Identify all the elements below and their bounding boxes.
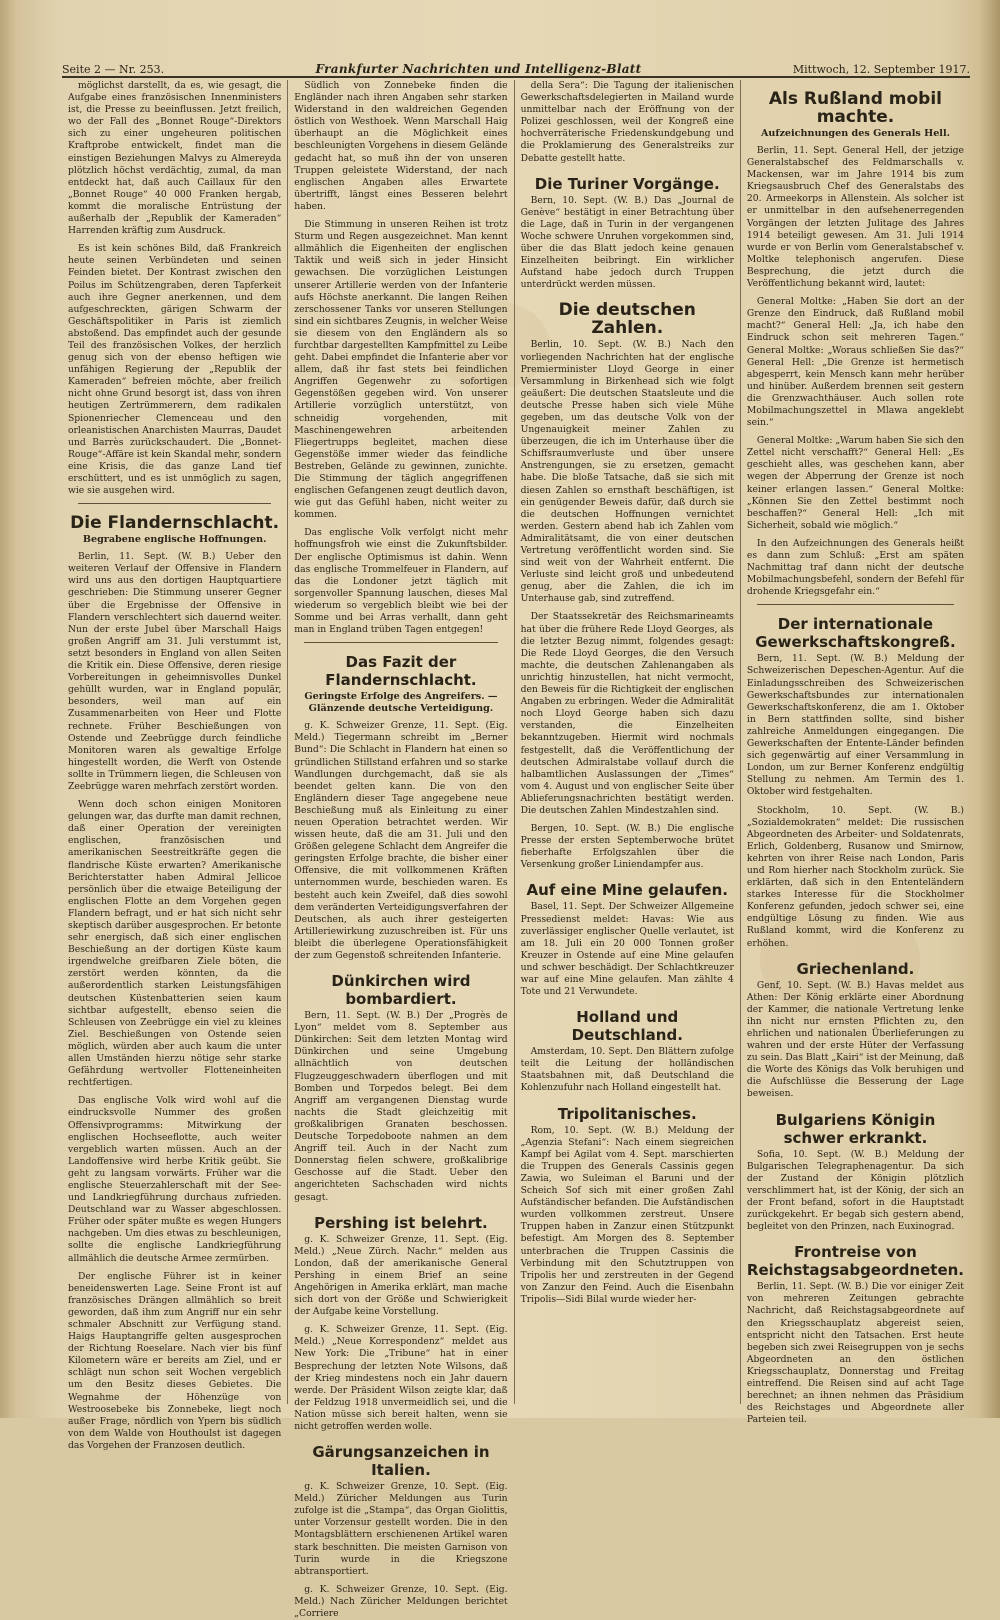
article-text: g. K. Schweizer Grenze, 11. Sept. (Eig. Meld.) Tiegermann schreibt im „Berner Bund“: Die Schlacht in Flandern hat einen so gründlichen Stillstand erfahren und so starke Wandlungen durchgemacht, daß sie als beendet gelten kann. Die von den Engländern dieser Tage angegebene neue Beschießung muß als Einleitung zu einer neuen Operation betrachtet werden. Wir wissen heute, daß die am 31. Juli und den Größen gelegene Schlacht dem Angreifer die geringsten Erfolge brachte, die bisher einer Offensive, die mit vollkommenen Kräften unternommen wurde, beschieden waren. Es besteht auch kein Zweifel, daß dies sowohl dem veränderten Verteidigungsverfahren der Deutschen, als auch ihrer gesteigerten Artilleriewirkung zuzuschreiben ist. Für uns bleibt die überlegene Operationsfähigkeit der zum Gegenstoß schreitenden Infanterie. (294, 720, 508, 961)
headline: Tripolitanisches. (557, 1104, 697, 1123)
article-text: Die Stimmung in unseren Reihen ist trotz Sturm und Regen ausgezeichnet. Man kennt allmählich die Eigenheiten der englischen Taktik und weiß sich in jeder Hinsicht gewachsen. Die vorzüglichen Leistungen unserer Artillerie werden von der Infanterie aufs Höchste anerkannt. Die langen Reihen zerschossener Tanks vor unseren Stellungen sind ein sichtbares Zeugnis, in welcher Weise sie diesem von den Engländern als so furchtbar dargestellten Kampfmittel zu Leibe geht. Dabei empfindet die Infanterie aber vor allem, daß ihr fast stets bei feindlichen Angriffen Gegenwehr zu sofortigen Gegenstößen gegeben wird. Von unserer Artillerie vorzüglich unterstützt, von schneidig vorgehenden, mit Maschinengewehren arbeitenden Fliegertrupps begleitet, machen diese Gegenstöße immer wieder das feindliche Bestreben, Gelände zu gewinnen, zunichte. Die Stimmung der täglich angegriffenen englischen Gefangenen zeugt deutlich davon, wie gut das Gefühl haben, nicht weiter zu kommen. (294, 219, 508, 521)
article-text: Sofia, 10. Sept. (W. B.) Meldung der Bulgarischen Telegraphenagentur. Da sich der Zustand der Königin plötzlich verschlimmert hat, ist der König, der sich an der Front befand, sofort in die Hauptstadt zurückgekehrt. Er begab sich gestern abend, begleitet von den Prinzen, nach Euxinograd. (746, 1148, 964, 1233)
article-text: Wenn doch schon einigen Monitoren gelungen war, das durfte man damit rechnen, daß einer Operation der vereinigten englischen, französischen und amerikanischen Seestreitkräfte gegen die flandrische Küste erwarten? Amerikanische Berichterstatter haben Admiral Jellicoe persönlich über die etwaige Beteiligung der englischen Flotte an dem Vorgehen gegen Flandern befragt, und er hat sich nicht sehr skeptisch darüber ausgesprochen. Er betonte sehr energisch, daß sich einer englischen Beschießung an der dortigen Küste kaum irgendwelche greifbaren Ziele böten, die zerstört werden könnten, da die außerordentlich starken Leistungsfähigen deutschen Küstenbatterien seien kaum sichtbar aufgestellt, ebenso seien die Schleusen von Zeebrügge ein viel zu kleines Ziel. Beschießungen von Ostende seien möglich, würden aber auch kaum die unter allen Umständen hierzu nötige sehr starke Gefährdung wertvoller Flotteneinheiten rechtfertigen. (68, 799, 282, 1089)
article-text: General Moltke: „Haben Sie dort an der Grenze den Eindruck, daß Rußland mobil macht?“ General Hell: „Ja, ich habe den Eindruck schon seit mehreren Tagen.“ General Moltke: „Woraus schließen Sie das?“ General Hell: „Die Grenze ist hermetisch abgesperrt, kein Mensch kann mehr herüber und hinüber. Außerdem brennen seit gestern die Grenzwachthäuser. Auch sollen rote Mobilmachungszettel in Mlawa angeklebt sein.“ (746, 296, 964, 429)
article-text: g. K. Schweizer Grenze, 11. Sept. (Eig. Meld.) „Neue Zürch. Nachr.“ melden aus London, daß der amerikanische General Pershing in einem Brief an seine Angehörigen in Amerika erklärt, man mache sich dort von der Größe und Schwierigkeit der Aufgabe keine Vorstellung. (294, 1233, 508, 1318)
article-text: General Moltke: „Warum haben Sie sich den Zettel nicht verschafft?“ General Hell: „Es geschieht alles, was geschehen kann, aber wegen der Abperrung der Grenze ist noch keiner erlangen lassen.“ General Moltke: „Können Sie den Zettel bestimmt noch beschaffen?“ General Hell: „Ich mit Sicherheit, sobald wie möglich.“ (746, 435, 964, 531)
headline: Auf eine Mine gelaufen. (526, 881, 728, 900)
subheadline: Geringste Erfolge des Angreifers. — Glänzende deutsche Verteidigung. (304, 691, 498, 715)
article-text: Bern, 11. Sept. (W. B.) Meldung der Schweizerischen Depeschen-Agentur. Auf die Einladungsschreiben des Schweizerischen Gewerkschaftsbundes zur internationalen Gewerkschaftskonferenz, die am 1. Oktober in Bern stattfinden sollte, sind bisher zahlreiche Anmeldungen eingegangen. Die Gewerkschaften der Entente-Länder befinden sich gegenwärtig auf einer Versammlung in London, um zur Berner Konferenz endgültig Stellung zu nehmen. Am Termin des 1. Oktober wird festgehalten. (746, 653, 964, 798)
article-text: Der englische Führer ist in keiner beneidenswerten Lage. Seine Front ist auf französisches Drängen allmählich so breit geworden, daß ihm zum Angriff nur ein sehr schmaler Abschnitt zur Verfügung stand. Haigs Hauptangriffe gelten ausgesprochen der Richtung Roeselare. Nach vier bis fünf Kilometern wäre er bereits am Ziel, und er schlägt nun schon seit Wochen vergeblich um den Besitz dieses Gebietes. Die Wegnahme der Höhenzüge von Westroosebeke bis Zonnebeke, liegt noch außer Frage, nördlich von Ypern bis südlich von dem Walde von Houthoulst ist dagegen das Vorgehen der Franzosen deutlich. (68, 1270, 282, 1451)
headline: Frontreise von Reichstagsabgeordneten. (746, 1243, 964, 1280)
headline: Pershing ist belehrt. (314, 1213, 488, 1232)
page-header (62, 54, 970, 78)
article-text: Das englische Volk verfolgt nicht mehr hoffnungsfroh wie einst die Zukunftsbilder. Der englische Optimismus ist dahin. Wenn das englische Trommelfeuer in Flandern, auf das die Londoner jetzt täglich mit sorgenvoller Spannung lauschen, dieses Mal wiederum so vergeblich bleibt wie bei der Somme und bei Arras verhallt, dann geht man in England trüben Tagen entgegen! (294, 527, 508, 636)
article-text: della Sera“: Die Tagung der italienischen Gewerkschaftsdelegierten in Mailand wurde unmittelbar nach der Eröffnung von der Polizei geschlossen, weil der Kongreß eine hochverräterische Friedenskundgebung und die Proklamierung des Generalstreiks zur Debatte gestellt hatte. (520, 80, 734, 164)
article-text: Berlin, 11. Sept. (W. B.) Die vor einiger Zeit von mehreren Zeitungen gebrachte Nachricht, daß Reichstagsabgeordnete auf den Kriegsschauplatz abgereist seien, entspricht nicht den Tatsachen. Erst heute begeben sich zwei Reisegruppen von je sechs Abgeordneten an den östlichen Kriegsschauplatz, Donnerstag und Freitag eintreffend. Die Reisen sind auf acht Tage berechnet; an ihnen nehmen das Präsidium des Reichstages und Abgeordnete aller Parteien teil. (746, 1281, 964, 1426)
article-text: Genf, 10. Sept. (W. B.) Havas meldet aus Athen: Der König erklärte einer Abordnung der Kammer, die nationale Vertretung lenke ihn nicht nur ernsten Pflichten zu, den ehrlichen und nationalen Überlieferungen zu wahren und der erste Hüter der Verfassung zu sein. Das Blatt „Kairi“ ist der Meinung, daß die Worte des Königs das Volk beruhigen und die Aufschlüsse die Besserung der Lage beweisen. (746, 979, 965, 1100)
article-text: In den Aufzeichnungen des Generals heißt es dann zum Schluß: „Erst am späten Nachmittag traf dann nicht der deutsche Mobilmachungsbefehl, sondern der Befehl für drohende Kriegsgefahr ein.“ (746, 537, 964, 598)
subheadline: Aufzeichnungen des Generals Hell. (760, 128, 950, 139)
article-text: Das englische Volk wird wohl auf die eindrucksvolle Nummer des großen Offensivprogramms: Mitwirkung der englischen Hochseeflotte, auch weiter vergeblich warten müssen. Auch an der Landoffensive wird herbe Kritik geübt. Sie geht zu langsam vorwärts. Früher war die englische Steuerzahlerschaft mit der See- und Landkriegführung durchaus zufrieden. Deutschland war zu Wasser abgeschlossen. Früher oder später mußte es wegen Hungers nachgeben. Um dies etwas zu beschleunigen, sollte die englische Landkriegführung allmählich die deutsche Armee zermürben. (68, 1095, 282, 1264)
article-text: Bergen, 10. Sept. (W. B.) Die englische Presse der ersten Septemberwoche brütet fieberhafte Erfolgszahlen über die Versenkung großer Liniendampfer aus. (520, 823, 734, 871)
columns (62, 80, 970, 1620)
page-edge-left (0, 0, 18, 1418)
headline: Holland und Deutschland. (571, 1008, 683, 1045)
page-edge-right (978, 0, 1000, 1418)
headline: Der internationale Gewerkschaftskongreß. (755, 615, 956, 652)
article-text: möglichst darstellt, da es, wie gesagt, die Aufgabe eines französischen Innenministers ist, die Presse zu beeinflussen. Jetzt freilich, wo der Fall des „Bonnet Rouge“-Direktors sich zu einer ungeheuren politischen Kraftprobe entwickelt, findet man die einstigen Beziehungen Malvys zu Almereyda plötzlich höchst verdächtig, zumal, da man entdeckt hat, daß auch Caillaux für den „Bonnet Rouge“ 40 000 Franken hergab, kommt die moralische Entrüstung der außerhalb der „Republik der Kameraden“ Harrenden kräftig zum Ausdruck. (68, 80, 282, 237)
article-text: Es ist kein schönes Bild, daß Frankreich heute seinen Verbündeten und seinen Feinden bietet. Der Kontrast zwischen den Poilus im Schützengraben, deren Tapferkeit auch ihre Gegner anerkennen, und dem aufgeschreckten, gärigen Schwarm der Geschäftspolitiker in Paris ist ziemlich abstoßend. Das empfindet auch der gesunde Teil des französischen Volkes, der herzlich genug sich von der ebenso heftigen wie unfähigen Regierung der „Republik der Kameraden“ befreien möchte, aber freilich nicht ohne Grund besorgt ist, dass von ihren heutigen Zertrümmerern, dem radikalen Spionenriecher Clemenceau und den orleanistischen Anarchisten Maurras, Daudet und Barrès zurückschaudert. Die „Bonnet-Rouge“-Affäre ist kein Skandal mehr, sondern eine Krisis, die das ganze Land tief erschüttert, und es ist unmöglich zu sagen, wie sie ausgehen wird. (68, 243, 282, 497)
column-3 (515, 80, 741, 1404)
article-text: Bern, 10. Sept. (W. B.) Das „Journal de Genève“ bestätigt in einer Betrachtung über die Lage, daß in Turin in der vergangenen Woche schwere Unruhen vorgekommen sind, über die das Blatt jedoch keine genauen Einzelheiten beibringt. Ein wirklicher Aufstand habe jedoch durch Truppen unterdrückt werden müssen. (520, 194, 734, 291)
article-text: Berlin, 11. Sept. (W. B.) Ueber den weiteren Verlauf der Offensive in Flandern wird uns aus den dortigen Hauptquartiere geschrieben: Die Stimmung unserer Gegner über die Ergebnisse der Offensive in Flandern verschlechtert sich dauernd weiter. Nun der erste Jubel über Marschall Haigs großen Angriff am 31. Juli verstummt ist, setzt besonders in England von allen Seiten die Kritik ein. Diese Offensive, deren riesige Vorbereitungen in geheimnisvolles Dunkel gehüllt wurden, war in England populär, besonders, weil man auf ein Zusammenarbeiten von Heer und Flotte rechnete. Früher Beschießungen von Ostende und Zeebrügge durch feindliche Monitoren waren als gewaltige Erfolge hingestellt worden, die Werft von Ostende sollte in Trümmern liegen, die Schleusen von Zeebrügge waren mehrfach zerstört worden. (68, 551, 282, 792)
headline: Das Fazit der Flandernschlacht. (325, 653, 477, 690)
article-text: Der Staatssekretär des Reichsmarineamts hat über die frühere Rede Lloyd Georges, als die letzter Bezug nimmt, folgendes gesagt: Die Rede Lloyd Georges, die den Versuch machte, die deutschen Zahlenangaben als unrichtig hinzustellen, hat nicht vermocht, den Beweis für die Richtigkeit der englischen Angaben zu erbringen. Weder die Admiralität noch Lloyd George haben sich dazu verstanden, die Einzelheiten bekanntzugeben. Hiermit wird nochmals festgestellt, daß die Veröffentlichung der deutschen Admiralstabe vollauf durch die halbamtlichen Auslassungen der „Times“ vom 4. August und von englischer Seite über Ablieferungsnachrichten bestätigt werden. Die deutschen Zahlen Mindestzahlen sind. (520, 611, 734, 816)
article-text: g. K. Schweizer Grenze, 10. Sept. (Eig. Meld.) Nach Züricher Meldungen berichtet „Corriere (294, 1583, 508, 1620)
headline: Griechenland. (796, 959, 915, 978)
headline: Als Rußland mobil machte. (768, 89, 943, 127)
divider (304, 642, 497, 643)
article-text: Rom, 10. Sept. (W. B.) Meldung der „Agenzia Stefani“: Nach einem siegreichen Kampf bei Agilat vom 4. Sept. marschierten die Truppen des Generals Cassinis gegen Zawia, wo Suleiman el Baruni und der Scheich Sof sich mit einer großen Zahl Aufständischer befanden. Die Aufständischen wurden vollkommen zerstreut. Unsere Truppen haben in Zanzur einen Stützpunkt befestigt. Am Morgen des 8. September unterbrachen die Truppen Cassinis die Verbindung mit den Schutztruppen von Tripolis her und zerstreuten in der Gegend von Zanzur den Feind. Auch die Eisenbahn Tripolis—Sidi Bilal wurde wieder her- (520, 1124, 734, 1305)
article-text: Stockholm, 10. Sept. (W. B.) „Sozialdemokraten“ meldet: Die russischen Abgeordneten des Arbeiter- und Soldatenrats, Erlich, Goldenberg, Rusanow und Smirnow, kehrten von ihrer Reise nach London, Paris und Rom hierher nach Stockholm zurück. Sie erklärten, daß sich in den Ententeländern starkes Interesse für die Stockholmer Konferenz gefunden, jedoch schwer sei, eine endgültige Lösung zu finden. Wie aus Rußland kommt, wird die Konferenz zu erhöhen. (746, 804, 964, 949)
headline: Die Flandernschlacht. (70, 513, 280, 534)
article-text: Amsterdam, 10. Sept. Den Blättern zufolge teilt die Leitung der holländischen Staatsbahnen mit, daß Deutschland die Kohlenzufuhr nach Holland eingestellt hat. (520, 1046, 734, 1094)
headline: Die Turiner Vorgänge. (534, 174, 720, 193)
article-text: Bern, 11. Sept. (W. B.) Der „Progrès de Lyon“ meldet vom 8. September aus Dünkirchen: Seit dem letzten Montag wird Dünkirchen und seine Umgebung allnächtlich von deutschen Flugzeuggeschwadern überflogen und mit Bomben und Torpedos belegt. Bei dem Angriff am vergangenen Dienstag wurde nachts die Stadt gleichzeitig mit großkalibrigen Granaten beschossen. Deutsche Torpedoboote nahmen an dem Angriff teil. Auch in der Nacht zum Donnerstag fielen schwere, großkalibrige Geschosse auf die Stadt. Ueber den angerichteten Sachschaden wird nichts gesagt. (294, 1010, 508, 1203)
article-text: g. K. Schweizer Grenze, 11. Sept. (Eig. Meld.) „Neue Korrespondenz“ meldet aus New York: Die „Tribune“ hat in einer Besprechung der letzten Note Wilsons, daß der Krieg mindestens noch ein Jahr dauern werde. Der Präsident Wilson zeigte klar, daß der Feldzug 1918 unvermeidlich sei, und die Nation müsse sich bereit halten, wenn sie nicht getroffen werden wolle. (294, 1324, 508, 1432)
page-number: Seite 2 — Nr. 253. (62, 63, 165, 76)
article-text: Basel, 11. Sept. Der Schweizer Allgemeine Pressedienst meldet: Havas: Wie aus zuverlässiger englischer Quelle verlautet, ist am 18. Juli ein 20 000 Tonnen großer Kreuzer in Ostende auf eine Mine gelaufen und schwer beschädigt. Der Schlachtkreuzer war auf eine Mine gelaufen. Man zählte 4 Tote und 21 Verwundete. (520, 901, 734, 998)
headline: Dünkirchen wird bombardiert. (331, 972, 471, 1009)
column-2 (288, 80, 514, 1620)
article-text: Südlich von Zonnebeke finden die Engländer nach ihren Angaben sehr starken Widerstand in den waldreichen Gegenden östlich von Westhoek. Wenn Marschall Haig überhaupt an die Möglichkeit eines beschleunigten Vorgehens in diesem Gelände gedacht hat, so muß ihn der von unseren Truppen geleistete Widerstand, der nach englischen Angaben alles Erwartete übertrifft, längst eines Besseren belehrt haben. (294, 80, 508, 212)
headline: Gärungsanzeichen in Italien. (312, 1443, 490, 1480)
issue-date: Mittwoch, 12. September 1917. (792, 63, 970, 76)
subheadline: Begrabene englische Hoffnungen. (82, 534, 267, 546)
article-text: Berlin, 10. Sept. (W. B.) Nach den vorliegenden Nachrichten hat der englische Premierminister Lloyd George in einer Versammlung in Birkenhead sich wie folgt geäußert: Die deutschen Staatsleute und die deutsche Presse haben sich viele Mühe gegeben, um das deutsche Volk von der Ungenauigkeit meiner Zahlen zu überzeugen, die ich im Unterhause über die Schiffsraumverluste und über unsere Anstrengungen, sie zu ersetzen, gemacht habe. Die bloße Tatsache, daß sie sich mit diesen Zahlen so ernsthaft beschäftigen, ist ein genügender Beweis dafür, daß durch sie die deutschen Hoffnungen vernichtet werden. Gestern abend hab ich Zahlen vom Admiralitätsamt, die von einer deutschen Vertretung veröffentlicht worden sind. Sie sind weit von der Wahrheit entfernt. Die Verluste sind leicht groß und unbedeutend genug, aber die Zahlen, die ich im Unterhause gab, sind zutreffend. (520, 339, 734, 605)
headline: Bulgariens Königin schwer erkrankt. (775, 1110, 936, 1147)
column-1 (62, 80, 288, 1451)
divider (78, 503, 271, 504)
article-text: Berlin, 11. Sept. General Hell, der jetzige Generalstabschef des Feldmarschalls v. Mackensen, war im Jahre 1914 bis zum Kriegsausbruch Chef des Generalstabs des 20. Armeekorps in Allenstein. Als solcher ist er unmittelbar in den aufsehenerregenden Vorgängen der letzten Julitage des Jahres 1914 beteiligt gewesen. Am 31. Juli 1914 wurde er von Berlin vom Generalstabschef v. Moltke telephonisch angerufen. Diese Besprechung, die jetzt durch die Veröffentlichung bekannt wird, lautet: (746, 145, 964, 290)
article-text: g. K. Schweizer Grenze, 10. Sept. (Eig. Meld.) Züricher Meldungen aus Turin zufolge ist die „Stampa“, das Organ Giolittis, unter Vorzensur gestellt worden. Die in den Montagsblättern erschienenen Artikel waren stark beschnitten. Die meisten Garnison von Turin wurde in die Kriegszone abtransportiert. (294, 1481, 508, 1577)
headline: Die deutschen Zahlen. (558, 300, 696, 339)
masthead: Frankfurter Nachrichten und Intelligenz-Blatt (315, 62, 642, 76)
column-4 (741, 80, 970, 1426)
divider (757, 604, 954, 605)
